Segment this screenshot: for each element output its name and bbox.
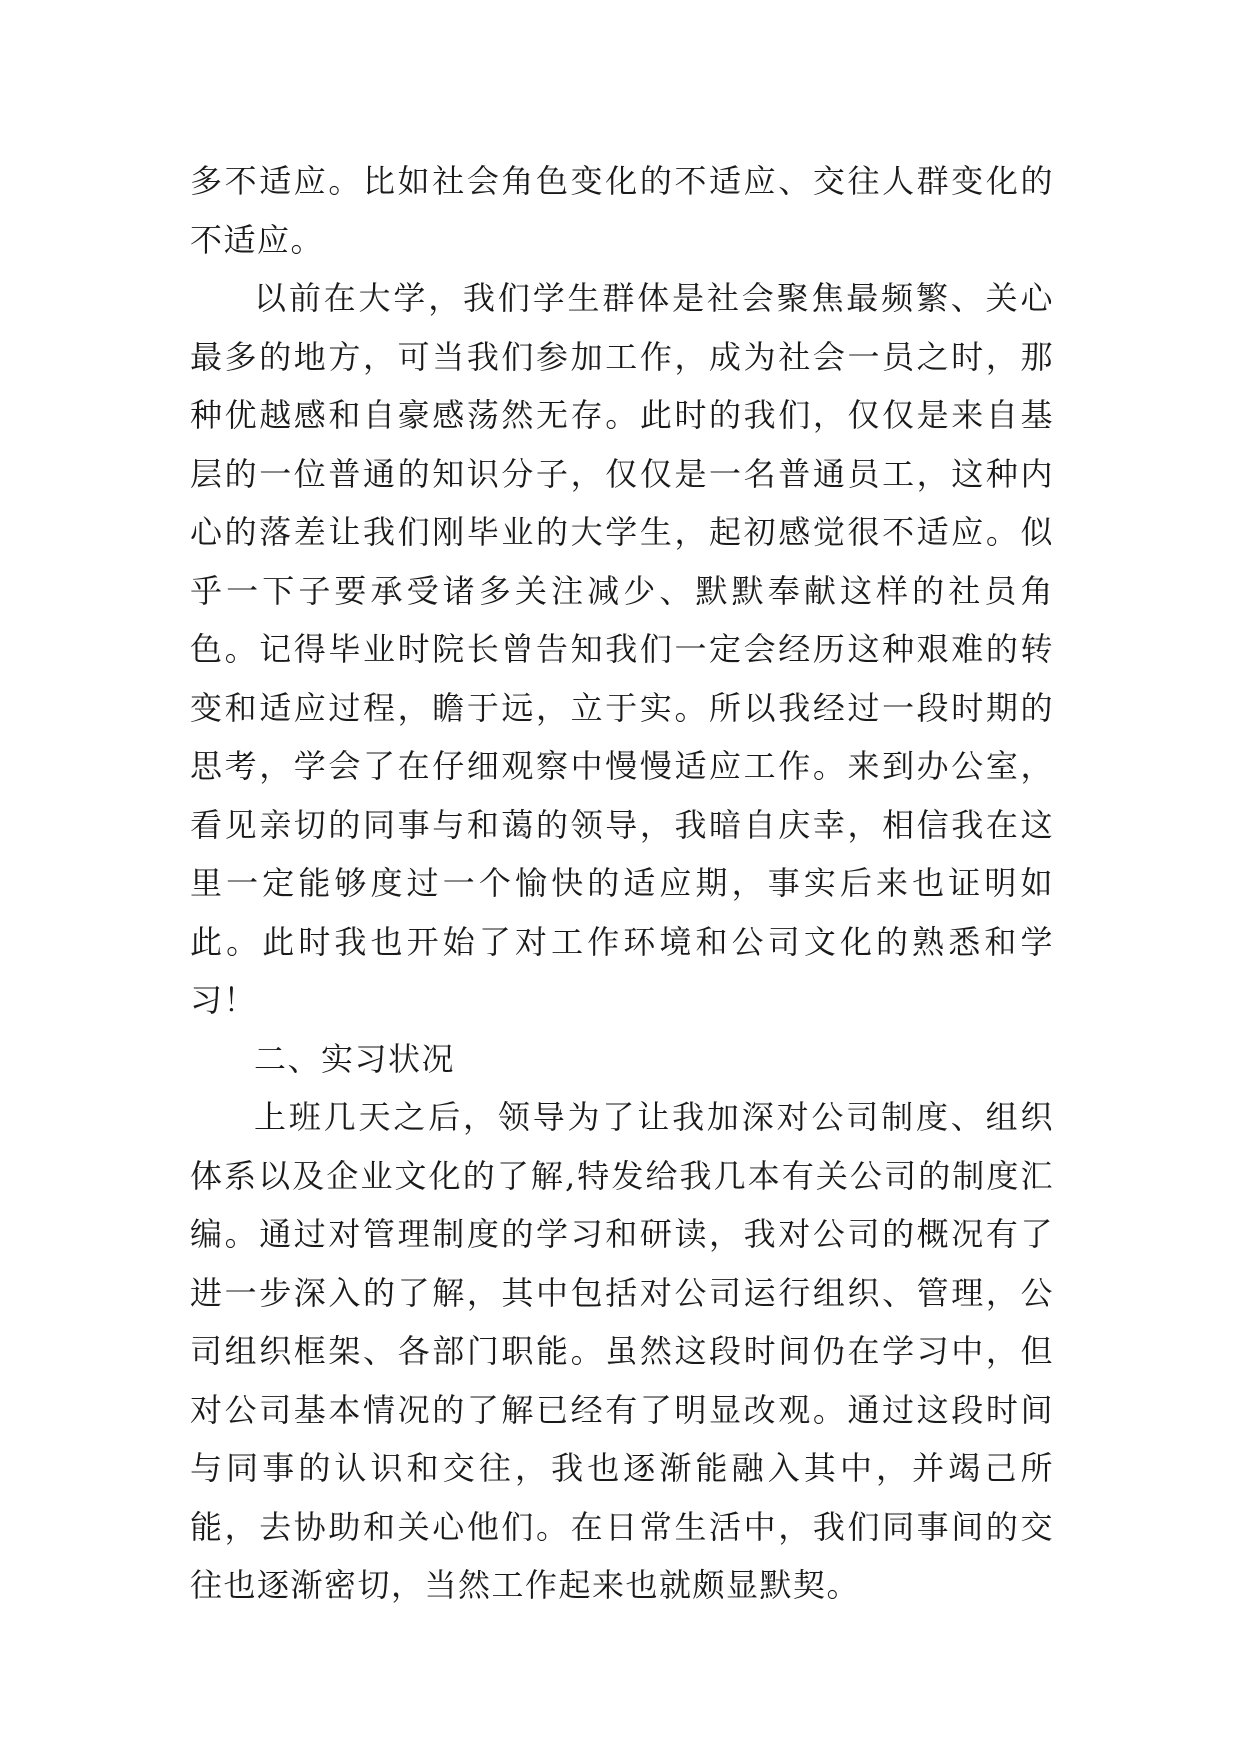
paragraph-university-transition: 以前在大学，我们学生群体是社会聚焦最频繁、关心最多的地方，可当我们参加工作，成为社会一员之时，那种优越感和自豪感荡然无存。此时的我们，仅仅是来自基层的一位普通的知识分子，仅仅是一名普通员工，这种内心的落差让我们刚毕业的大学生，起初感觉很不适应。似乎一下子要承受诸多关注减少、默默奉献这样的社员角色。记得毕业时院长曾告知我们一定会经历这种艰难的转变和适应过程，瞻于远，立于实。所以我经过一段时期的思考，学会了在仔细观察中慢慢适应工作。来到办公室，看见亲切的同事与和蔼的领导，我暗自庆幸，相信我在这里一定能够度过一个愉快的适应期，事实后来也证明如此。此时我也开始了对工作环境和公司文化的熟悉和学习！ [190, 279, 1054, 1019]
section-heading-internship: 二、实习状况 [254, 1039, 456, 1078]
document-body [190, 152, 1054, 1615]
paragraph-continuation: 多不适应。比如社会角色变化的不适应、交往人群变化的不适应。 [190, 162, 1054, 259]
paragraph-internship-status: 上班几天之后，领导为了让我加深对公司制度、组织体系以及企业文化的了解,特发给我几本有关公司的制度汇编。通过对管理制度的学习和研读，我对公司的概况有了进一步深入的了解，其中包括对公司运行组织、管理，公司组织框架、各部门职能。虽然这段时间仍在学习中，但对公司基本情况的了解已经有了明显改观。通过这段时间与同事的认识和交往，我也逐渐能融入其中，并竭己所能，去协助和关心他们。在日常生活中，我们同事间的交往也逐渐密切，当然工作起来也就颇显默契。 [190, 1098, 1054, 1604]
